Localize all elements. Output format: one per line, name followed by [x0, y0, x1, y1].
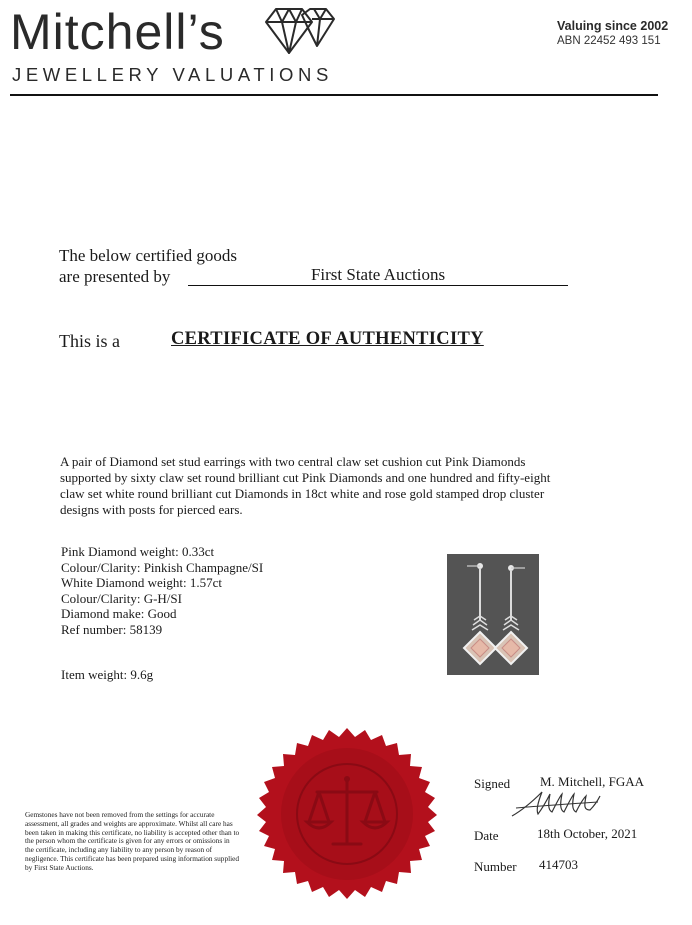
diamond-icon	[262, 6, 336, 56]
diamond-make: Diamond make: Good	[61, 606, 177, 622]
brand-subtitle: JEWELLERY VALUATIONS	[12, 64, 333, 85]
signed-label: Signed	[474, 776, 511, 791]
red-seal-stamp	[255, 726, 439, 910]
earrings-photo	[447, 554, 539, 675]
date-label: Date	[474, 828, 499, 843]
abn-number: ABN 22452 493 151	[557, 35, 661, 47]
pink-diamond-weight: Pink Diamond weight: 0.33ct	[61, 544, 215, 559]
number-label: Number	[474, 859, 517, 874]
brand-name: Mitchell’s	[10, 4, 225, 60]
valuing-since: Valuing since 2002	[557, 19, 669, 33]
specs-list	[61, 544, 263, 638]
presenter-name: First State Auctions	[188, 265, 568, 286]
certificate-number: 414703	[539, 857, 578, 872]
this-is-label: This is a	[59, 331, 120, 351]
white-diamond-weight: White Diamond weight: 1.57ct	[61, 575, 223, 591]
intro-line-2: are presented by	[59, 267, 171, 286]
date-value: 18th October, 2021	[537, 826, 638, 841]
pink-colour-clarity: Colour/Clarity: Pinkish Champagne/SI	[61, 559, 264, 575]
header-divider	[10, 94, 658, 96]
certificate-title: CERTIFICATE OF AUTHENTICITY	[171, 329, 484, 349]
item-description: A pair of Diamond set stud earrings with two central claw set cushion cut Pink Diamonds supported by sixty claw set round brilliant cut Pink Diamonds and one hundred and fifty-eight claw set white round brilliant cut Diamonds in 18ct white and rose gold stamped drop cluster designs with posts for pierced ears.	[60, 454, 551, 517]
ref-number: Ref number: 58139	[61, 621, 163, 637]
white-colour-clarity: Colour/Clarity: G-H/SI	[61, 590, 182, 606]
disclaimer-text: Gemstones have not been removed from the settings for accurate assessment, all grades and weights are approximate. Whilst all care has been taken in making this certificate, no liability is accepted other than to the person whom the certificate is given for any errors or omissions in the certificate, including any liability to any person by reason of negligence. This certificate has been prepared using information supplied by First State Auctions.	[25, 810, 240, 872]
intro-line-1: The below certified goods	[59, 246, 237, 265]
handwritten-signature	[508, 786, 608, 824]
item-weight: Item weight: 9.6g	[61, 667, 154, 682]
signed-value: M. Mitchell, FGAA	[540, 774, 644, 789]
